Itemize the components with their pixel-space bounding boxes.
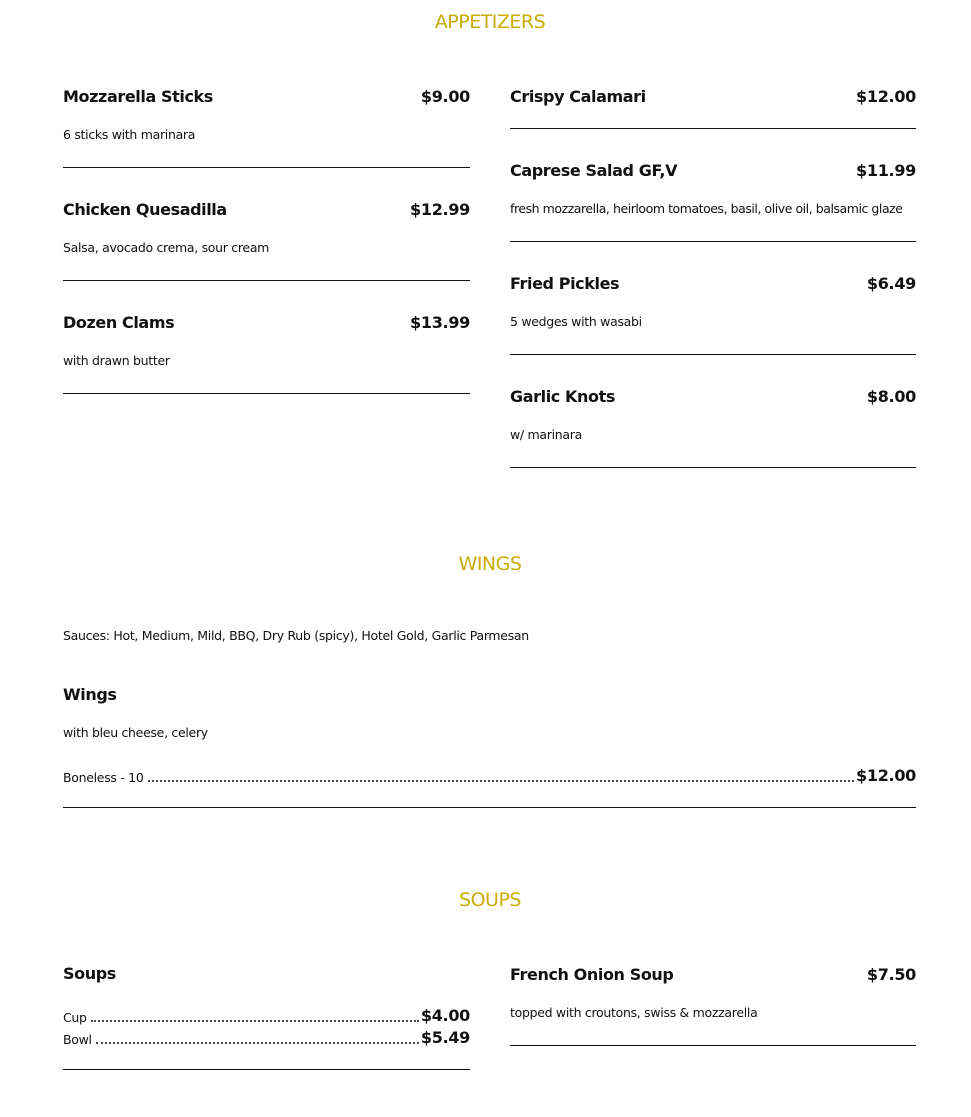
- menu-item-chicken-quesadilla[interactable]: [63, 198, 470, 281]
- item-price: $12.00: [856, 87, 916, 106]
- item-name: Soups: [63, 964, 116, 983]
- item-price: $7.50: [866, 965, 916, 984]
- menu-item-mozzarella-sticks[interactable]: [63, 85, 470, 168]
- item-name: Chicken Quesadilla: [63, 200, 227, 219]
- item-price: $12.99: [410, 200, 470, 219]
- option-label: Boneless - 10: [63, 770, 144, 785]
- item-price: $8.00: [866, 387, 916, 406]
- dot-leader: [148, 780, 855, 782]
- menu-item-caprese-salad[interactable]: [510, 159, 916, 242]
- item-name: Mozzarella Sticks: [63, 87, 213, 106]
- sauces-note: Sauces: Hot, Medium, Mild, BBQ, Dry Rub (spicy), Hotel Gold, Garlic Parmesan: [63, 628, 529, 643]
- option-price: $12.00: [856, 766, 916, 785]
- option-row-boneless[interactable]: [63, 765, 916, 787]
- item-name: Crispy Calamari: [510, 87, 646, 106]
- dot-leader: [96, 1042, 419, 1044]
- item-name: Dozen Clams: [63, 313, 175, 332]
- item-description: fresh mozzarella, heirloom tomatoes, basil, olive oil, balsamic glaze: [510, 201, 903, 216]
- menu-item-french-onion-soup[interactable]: [510, 963, 916, 1046]
- option-label: Bowl: [63, 1032, 92, 1047]
- option-price: $5.49: [420, 1028, 470, 1047]
- item-name: Garlic Knots: [510, 387, 615, 406]
- menu-item-wings[interactable]: [63, 683, 916, 808]
- item-description: 6 sticks with marinara: [63, 127, 196, 142]
- item-description: topped with croutons, swiss & mozzarella: [510, 1005, 758, 1020]
- item-description: 5 wedges with wasabi: [510, 314, 642, 329]
- appetizers-heading: APPETIZERS: [434, 11, 546, 33]
- item-price: $11.99: [856, 161, 916, 180]
- option-price: $4.00: [420, 1006, 470, 1025]
- option-label: Cup: [63, 1010, 87, 1025]
- menu-item-fried-pickles[interactable]: [510, 272, 916, 355]
- item-name: Fried Pickles: [510, 274, 620, 293]
- menu-item-garlic-knots[interactable]: [510, 385, 916, 468]
- wings-heading: WINGS: [458, 553, 522, 575]
- menu-item-dozen-clams[interactable]: [63, 311, 470, 394]
- item-description: Salsa, avocado crema, sour cream: [63, 240, 270, 255]
- dot-leader: [91, 1020, 419, 1022]
- menu-item-crispy-calamari[interactable]: [510, 85, 916, 129]
- item-price: $6.49: [866, 274, 916, 293]
- soups-heading: SOUPS: [459, 889, 521, 911]
- item-price: $13.99: [410, 313, 470, 332]
- option-row-bowl[interactable]: [63, 1027, 470, 1049]
- item-name: Wings: [63, 685, 117, 704]
- item-name: French Onion Soup: [510, 965, 674, 984]
- item-price: $9.00: [420, 87, 470, 106]
- item-name: Caprese Salad GF,V: [510, 161, 678, 180]
- item-description: w/ marinara: [510, 427, 582, 442]
- item-description: with drawn butter: [63, 353, 170, 368]
- menu-item-soups[interactable]: [63, 962, 470, 1070]
- item-description: with bleu cheese, celery: [63, 725, 208, 740]
- option-row-cup[interactable]: [63, 1005, 470, 1027]
